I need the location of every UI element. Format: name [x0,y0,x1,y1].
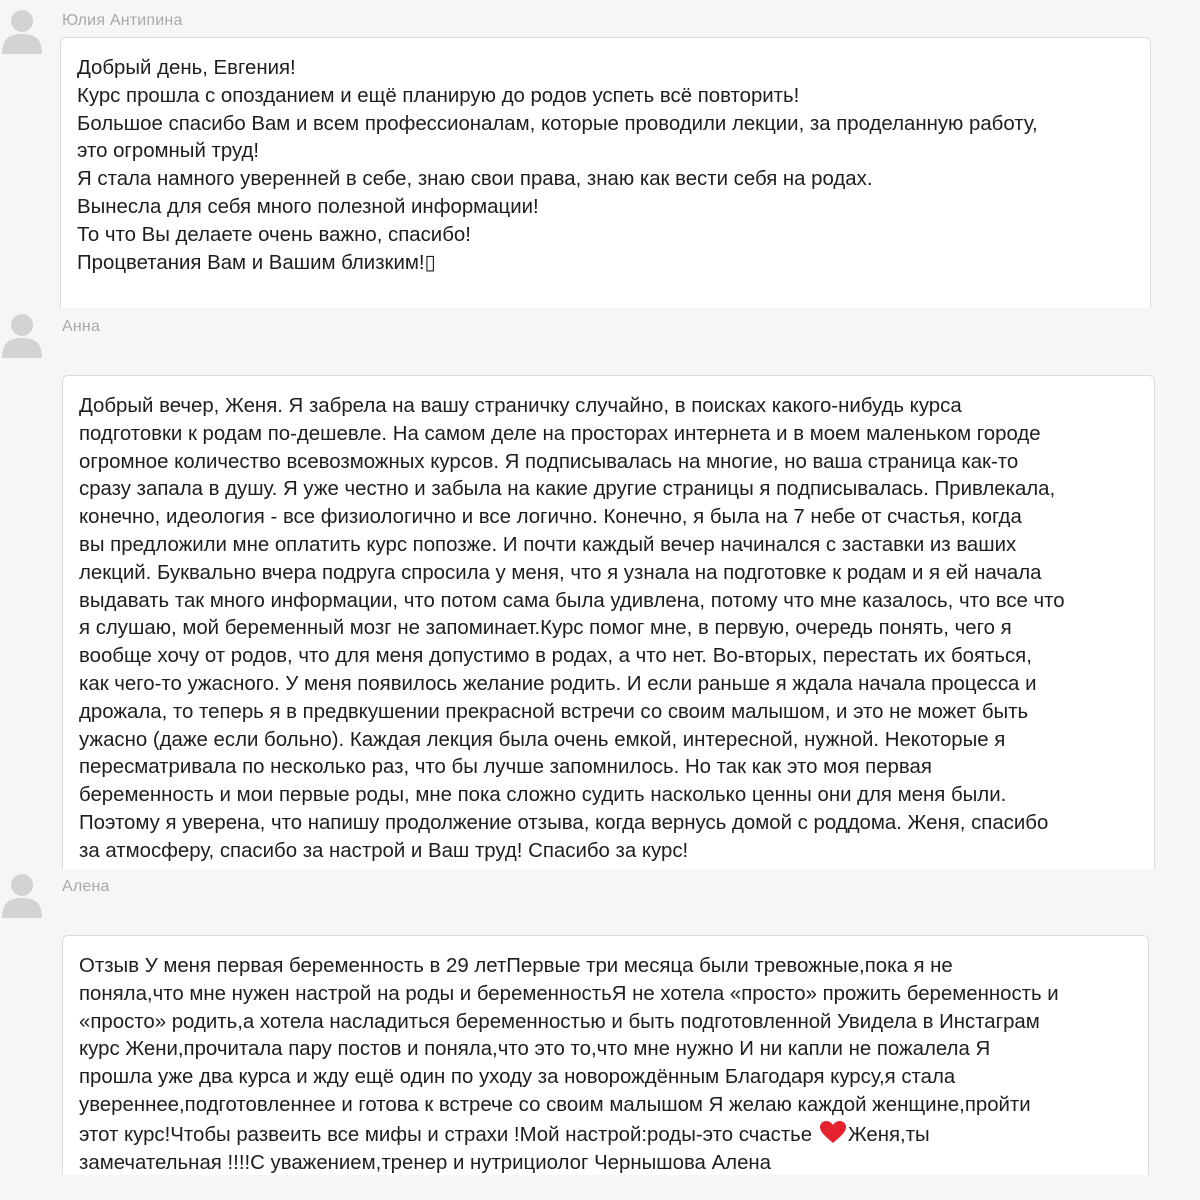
review-line: Отзыв У меня первая беременность в 29 летПервые три месяца были тревожные,пока я не [79,955,953,977]
user-avatar-icon [0,8,44,56]
section-divider [0,869,1200,872]
review-text [77,55,1136,277]
review-line: «просто» родить,а хотела насладиться беременностью и быть подготовленной Увидела в Инстаграм [79,1010,1040,1033]
review-line: Поэтому я уверена, что напишу продолжение отзыва, когда вернусь домой с роддома. Женя, спасибо [79,811,1049,834]
review-line: за атмосферу, спасибо за настрой и Ваш труд! Спасибо за курс! [79,839,689,862]
review-line: огромное количество всевозможных курсов. Я подписывалась на многие, но ваша страница как-то [79,450,1019,473]
review-line: увереннее,подготовленнее и готова к встрече со своим малышом Я желаю каждой женщине,пройти [79,1093,1031,1116]
review-line: дрожала, то теперь я в предвкушении прекрасной встречи со своим малышом, и это не может быть [79,700,1029,723]
review-line: я слушаю, мой беременный мозг не запоминает.Курс помог мне, в первую, очередь понять, чего я [79,617,1012,640]
review-text [79,953,1134,1175]
review-line: Женя,ты [847,1123,930,1146]
review-card [62,375,1155,869]
review-line: Добрый вечер, Женя. Я забрела на вашу страничку случайно, в поисках какого-нибудь курса [79,395,962,417]
review-line: То что Вы делаете очень важно, спасибо! [77,223,471,246]
review-line: Курс прошла с опозданием и ещё планирую до родов успеть всё повторить! [77,84,800,107]
review-line: курс Жени,прочитала пару постов и поняла,что это то,что мне нужно И ни капли не пожалела Я [79,1038,991,1061]
review-line: как чего-то ужасного. У меня появилось желание родить. И если раньше я ждала начала процесса и [79,672,1037,695]
review-line: вы предложили мне оплатить курс попозже. И почти каждый вечер начинался с заставки из ваших [79,533,1017,556]
review-line: Я стала намного уверенней в себе, знаю свои права, знаю как вести себя на родах. [77,168,873,191]
user-avatar-icon [0,872,44,920]
red-heart-icon [819,1120,847,1144]
review-line: поняла,что мне нужен настрой на роды и беременностьЯ не хотела «просто» прожить беременность и [79,982,1059,1005]
review-line: ужасно (даже если больно). Каждая лекция была очень емкой, интересной, нужной. Некоторые я [79,728,1006,751]
review-line: лекций. Буквально вчера подруга спросила у меня, что я узнала на подготовке к родам и я ей начала [79,561,1042,584]
review-card [60,37,1151,308]
review-line: сразу запала в душу. Я уже честно и забыла на какие другие страницы я подписывалась. Привлекала, [79,478,1056,501]
review-line: пересматривала по несколько раз, что бы лучше запомнилось. Но так как это моя первая [79,756,932,779]
page-bottom-strip [0,1175,1200,1200]
review-author: Анна [62,318,101,335]
review-line: выдавать так много информации, что потом сама была удивлена, потому что мне казалось, что все что [79,589,1065,612]
user-avatar-icon [0,312,44,360]
review-line: этот курс!Чтобы развеить все мифы и страхи !Мой настрой:роды-это счастье [79,1123,813,1146]
review-line: это огромный труд! [77,140,260,163]
review-card [62,935,1149,1175]
review-line: конечно, идеология - все физиологично и все логично. Конечно, я была на 7 небе от счастья, когда [79,506,1022,529]
review-line: вообще хочу от родов, что для меня допустимо в родах, а что нет. Во-вторых, перестать их бояться, [79,645,1032,668]
review-line: подготовки к родам по-дешевле. На самом деле на просторах интернета и в моем маленьком городе [79,422,1041,445]
review-line: замечательная !!!!С уважением,тренер и нутрициолог Чернышова Алена [79,1151,772,1174]
review-line: Вынесла для себя много полезной информации! [77,195,539,218]
review-line: прошла уже два курса и жду ещё один по уходу за новорождённым Благодаря курсу,я стала [79,1066,956,1089]
review-text [79,393,1140,866]
review-line: Процветания Вам и Вашим близким!▯ [77,251,436,274]
review-author: Алена [62,878,110,895]
review-line: Добрый день, Евгения! [77,57,296,79]
section-divider [0,308,1200,311]
review-line: беременность и мои первые роды, мне пока сложно судить насколько ценны они для меня были. [79,784,1007,807]
review-author: Юлия Антипина [62,12,183,29]
review-line: Большое спасибо Вам и всем профессионалам, которые проводили лекции, за проделанную работу, [77,112,1038,135]
